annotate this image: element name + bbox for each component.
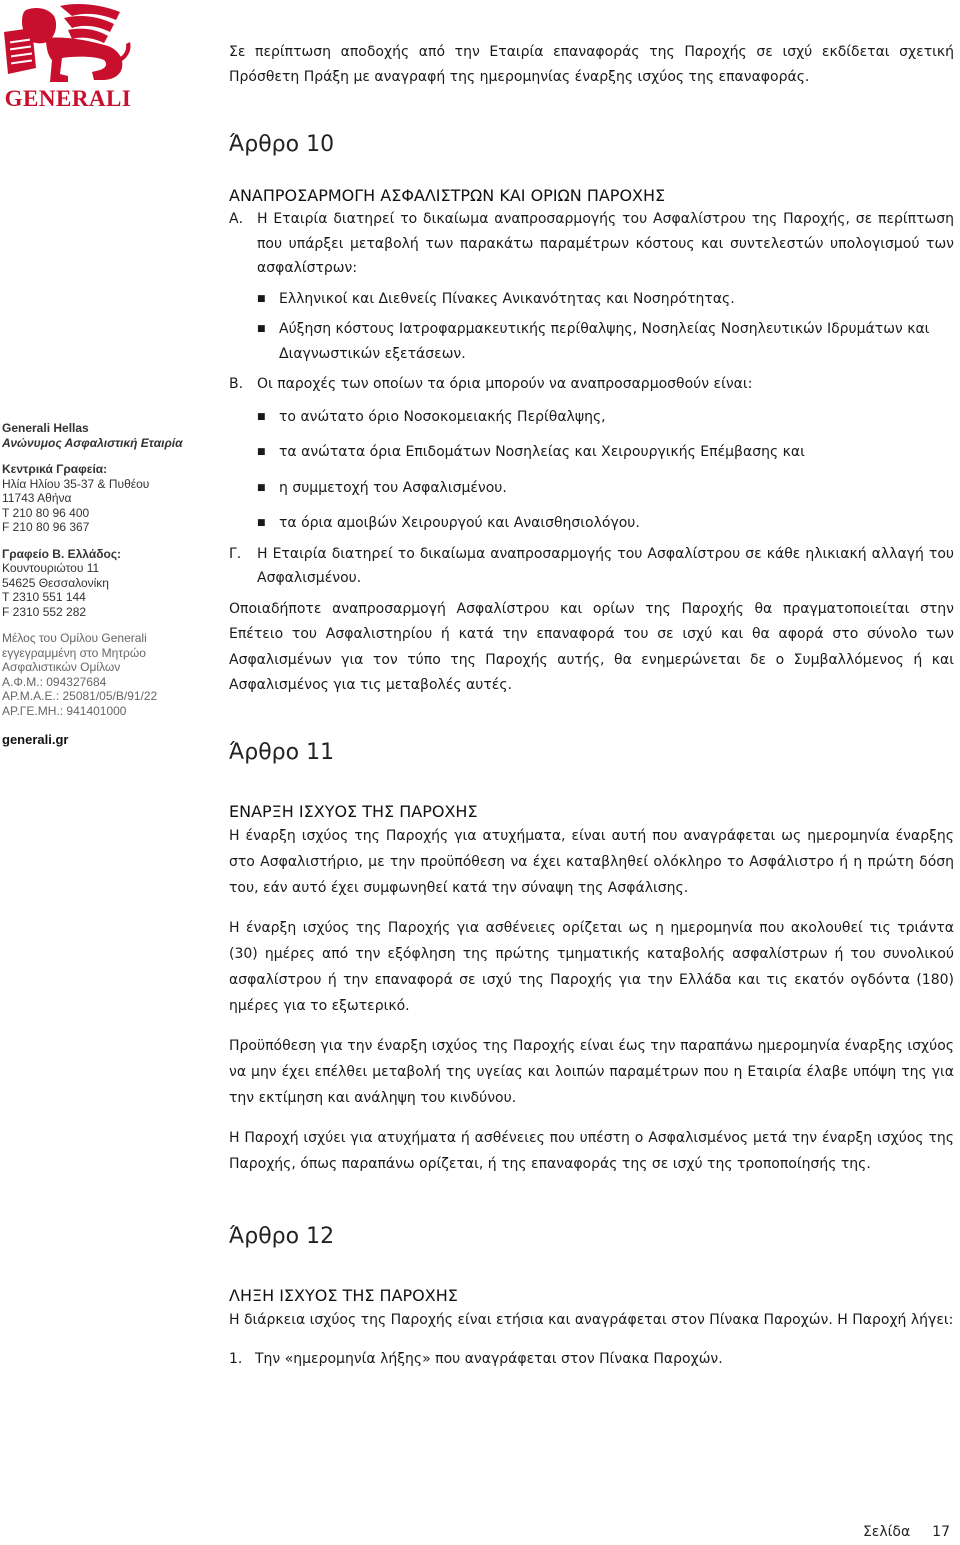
company-name: Generali Hellas [2,421,89,435]
intro-paragraph: Σε περίπτωση αποδοχής από την Εταιρία επαναφοράς της Παροχής σε ισχύ εκδίδεται σχετική Πρόσθετη Πράξη με αναγραφή της ημερομηνίας έναρξης ισχύος της επαναφοράς. [229,44,954,85]
page-number-value: 17 [932,1524,950,1540]
hq-line: 11743 Αθήνα [2,491,72,505]
list-item: ■ Ελληνικοί και Διεθνείς Πίνακες Ανικανότητας και Νοσηρότητας. [257,287,954,312]
square-bullet-icon: ■ [257,293,266,304]
member-block [2,631,212,718]
clause-b-text: Οι παροχές των οποίων τα όρια μπορούν να αναπροσαρμοσθούν είναι: [257,376,753,392]
member-line: ΑΡ.Μ.Α.Ε.: 25081/05/Β/91/22 [2,689,158,703]
branch-line: F 2310 552 282 [2,604,87,619]
list-text: Την «ημερομηνία λήξης» που αναγράφεται στον Πίνακα Παροχών. [255,1350,723,1367]
branch-line: 54625 Θεσσαλονίκη [2,575,109,590]
square-bullet-icon: ■ [257,411,266,422]
clause-a [229,207,954,281]
clause-a-text: Η Εταιρία διατηρεί το δικαίωμα αναπροσαρμογής του Ασφαλίστρου της Παροχής, σε περίπτωση που υπάρξει μεταβολή των παρακάτω παραμέτρων κόστους και συντελεστών υπολογισμού των ασφαλίστρων: [257,211,954,276]
logo-wordmark: GENERALI [4,86,132,111]
article-11-heading: ΕΝΑΡΞΗ ΙΣΧΥΟΣ ΤΗΣ ΠΑΡΟΧΗΣ [229,801,478,821]
clause-a-list [229,287,954,367]
hq-line: Ηλία Ηλίου 35-37 & Πυθέου [2,476,150,491]
branch-title: Γραφείο Β. Ελλάδος: [2,546,122,561]
member-line: Α.Φ.Μ.: 094327684 [2,674,107,689]
art11-paragraph: Η έναρξη ισχύος της Παροχής για ασθένειες ορίζεται ως η ημερομηνία που ακολουθεί τις τριάντα (30) ημέρες από την εξόφληση της πρώτης τμηματικής καταβολής ασφαλίστρων ή του συνολικού ασφαλίστρου ή την επαναφορά σε ισχύ της Παροχής για την Ελλάδα και τις εκατόν ογδόντα (180) ημέρες για το εξωτερικό. [229,919,954,1014]
lion-icon [2,2,134,86]
art12-list-item [229,1347,954,1372]
art10-closing-paragraph: Οποιαδήποτε αναπροσαρμογή Ασφαλίστρου και ορίων της Παροχής θα πραγματοποιείται στην Επέτειο του Ασφαλιστηρίου ή κατά την επαναφορά του σε ισχύ και θα αφορά στο σύνολο των Ασφαλισμένων για τον τύπο της Παροχής αυτής, θα ενημερώνεται δε ο Συμβαλλόμενος ή και Ασφαλισμένος για τις μεταβολές αυτές. [229,600,954,693]
clause-b-list [229,405,954,536]
article-12-title: Άρθρο 12 [229,1223,335,1249]
member-line: Ασφαλιστικών Ομίλων [2,660,121,674]
member-line: ΑΡ.ΓΕ.ΜΗ.: 941401000 [2,703,127,718]
art11-paragraph: Προϋπόθεση για την έναρξη ισχύος της Παροχής είναι έως την παραπάνω ημερομηνία έναρξης ισχύος να μην έχει επέλθει μεταβολή της υγείας και λοιπών παραμέτρων που η Εταιρία έλαβε υπόψη της για την εκτίμηση και ανάληψη του κινδύνου. [229,1037,954,1106]
document-body [229,40,954,1371]
member-line: εγγεγραμμένη στο Μητρώο [2,645,146,660]
member-line: Μέλος του Ομίλου Generali [2,631,147,645]
branch-line: T 2310 551 144 [2,590,86,604]
list-item: ■ η συμμετοχή του Ασφαλισμένου. [257,476,954,501]
list-item: ■ το ανώτατο όριο Νοσοκομειακής Περίθαλψης, [257,405,954,430]
page-number [863,1524,950,1540]
website-link[interactable]: generali.gr [2,732,69,747]
list-number: 1. [229,1350,243,1367]
article-11-title: Άρθρο 11 [229,739,335,765]
art11-paragraph: Η έναρξη ισχύος της Παροχής για ατυχήματα, είναι αυτή που αναγράφεται ως ημερομηνία έναρξης στο Ασφαλιστήριο, με την προϋπόθεση να έχει καταβληθεί ολόκληρο το Ασφάλιστρο ή η πρώτη δόση του, εάν αυτό έχει συμφωνηθεί κατά την σύναψη της Ασφάλισης. [229,827,954,896]
clause-b [229,372,954,397]
list-item: ■ τα ανώτατα όρια Επιδομάτων Νοσηλείας και Χειρουργικής Επέμβασης και [257,440,954,465]
hq-line: T 210 80 96 400 [2,505,90,520]
list-item: ■ τα όρια αμοιβών Χειρουργού και Αναισθησιολόγου. [257,511,954,536]
clause-g-text: Η Εταιρία διατηρεί το δικαίωμα αναπροσαρμογής του Ασφαλίστρου σε κάθε ηλικιακή αλλαγή του Ασφαλισμένου. [257,545,954,586]
art11-paragraph: Η Παροχή ισχύει για ατυχήματα ή ασθένειες που υπέστη ο Ασφαλισμένος μετά την έναρξη ισχύος της Παροχής, όπως παραπάνω ορίζεται, ή της επαναφοράς της σε ισχύ της τροποποίησής της. [229,1129,954,1172]
list-item: ■ Αύξηση κόστους Ιατροφαρμακευτικής περίθαλψης, Νοσηλείας Νοσηλευτικών Ιδρυμάτων και Διαγνωστικών εξετάσεων. [257,317,954,366]
company-subtitle: Ανώνυμος Ασφαλιστική Εταιρία [2,435,183,450]
clause-g-mark: Γ. [229,545,242,562]
article-10-heading: ΑΝΑΠΡΟΣΑΡΜΟΓΗ ΑΣΦΑΛΙΣΤΡΩΝ ΚΑΙ ΟΡΙΩΝ ΠΑΡΟΧΗΣ [229,186,666,205]
hq-title: Κεντρικά Γραφεία: [2,462,108,476]
branch-line: Κουντουριώτου 11 [2,561,100,575]
hq-line: F 210 80 96 367 [2,520,90,534]
clause-a-mark: Α. [229,211,244,227]
square-bullet-icon: ■ [257,324,266,334]
square-bullet-icon: ■ [257,518,266,528]
branch-block [2,547,212,620]
generali-logo [2,2,134,112]
article-10-title: Άρθρο 10 [229,132,335,157]
page-label: Σελίδα [862,1524,911,1540]
article-12-heading: ΛΗΞΗ ΙΣΧΥΟΣ ΤΗΣ ΠΑΡΟΧΗΣ [229,1285,458,1305]
square-bullet-icon: ■ [257,447,266,457]
hq-block [2,462,212,535]
company-info-sidebar [2,421,212,748]
clause-g [229,542,954,591]
art12-paragraph: Η διάρκεια ισχύος της Παροχής είναι ετήσια και αναγράφεται στον Πίνακα Παροχών. Η Παροχή λήγει: [229,1311,954,1328]
square-bullet-icon: ■ [257,482,266,493]
clause-b-mark: Β. [229,376,244,392]
